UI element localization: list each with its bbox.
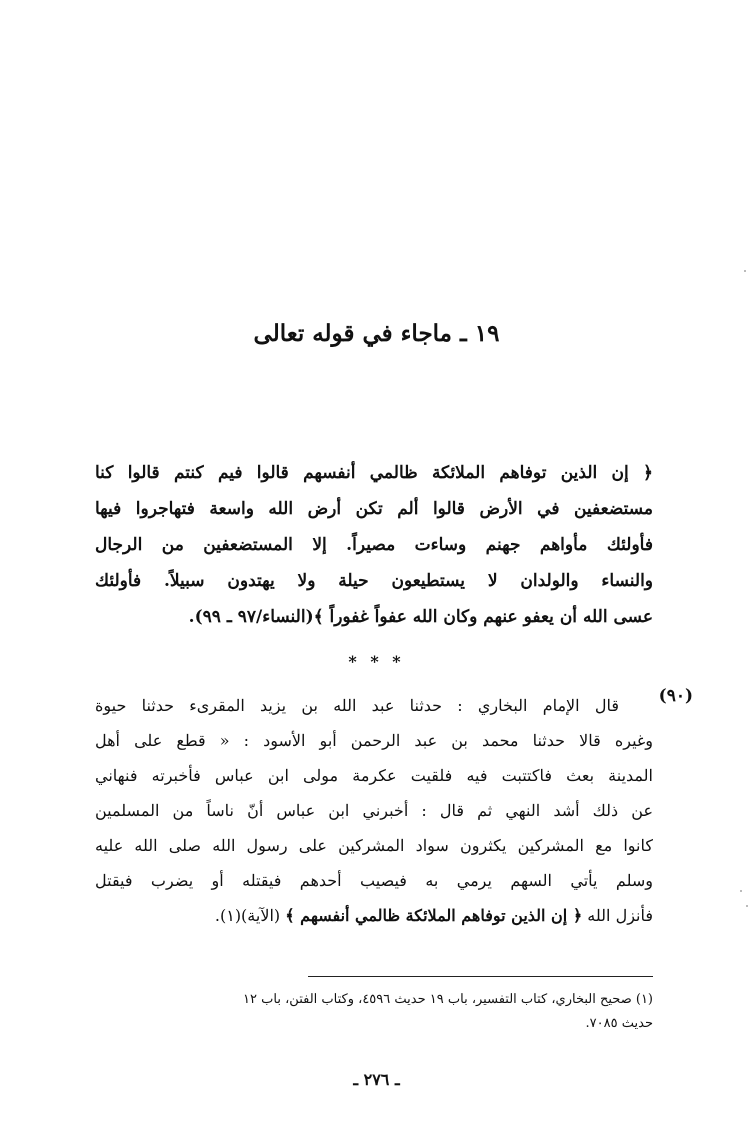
section-separator: * * * [348, 652, 405, 671]
hadith-line: قال الإمام البخاري : حدثنا عبد الله بن يزيد المقرىء حدثنا حيوة [95, 696, 619, 715]
quran-verse-block [95, 455, 653, 635]
hadith-number: (٩٠) [658, 686, 693, 706]
scan-speck [746, 905, 748, 907]
hadith-line-suffix: (الآية)(١). [214, 906, 286, 925]
verse-line: عسى الله أن يعفو عنهم وكان الله عفواً غفوراً ﴾(النساء/٩٧ ـ ٩٩). [188, 607, 653, 627]
verse-line: مستضعفين في الأرض قالوا ألم تكن أرض الله واسعة فتهاجروا فيها [95, 499, 653, 519]
hadith-line: وسلم يأتي السهم يرمي به فيصيب أحدهم فيقتله أو يضرب فيقتل [95, 871, 653, 890]
hadith-line-prefix: فأنزل الله [582, 906, 653, 925]
hadith-line: عن ذلك أشد النهي ثم قال : أخبرني ابن عباس أنّ ناساً من المسلمين [95, 801, 653, 820]
verse-line: ﴿ إن الذين توفاهم الملائكة ظالمي أنفسهم قالوا فيم كنتم قالوا كنا [95, 463, 653, 483]
hadith-quoted-verse: ﴿ إن الذين توفاهم الملائكة ظالمي أنفسهم ﴾ [285, 906, 583, 925]
hadith-line-last [95, 898, 653, 933]
footnote-line: حديث ٧٠٨٥. [585, 1016, 653, 1031]
page-number: ـ ٢٧٦ ـ [353, 1070, 400, 1089]
footnote-line: (١) صحيح البخاري، كتاب التفسير، باب ١٩ حديث ٤٥٩٦، وكتاب الفتن، باب ١٢ [243, 992, 653, 1007]
verse-line: والنساء والولدان لا يستطيعون حيلة ولا يهتدون سبيلاً. فأولئك [95, 571, 653, 591]
scan-speck [744, 270, 746, 272]
hadith-line: وغيره قالا حدثنا محمد بن عبد الرحمن أبو الأسود : « قطع على أهل [95, 731, 653, 750]
verse-line: فأولئك مأواهم جهنم وساءت مصيراً. إلا المستضعفين من الرجال [95, 535, 653, 555]
hadith-line: المدينة بعث فاكتتبت فيه فلقيت عكرمة مولى ابن عباس فأخبرته فنهاني [95, 766, 653, 785]
chapter-title: ١٩ ـ ماجاء في قوله تعالى [253, 320, 500, 347]
footnotes [95, 988, 653, 1036]
hadith-line: كانوا مع المشركين يكثرون سواد المشركين على رسول الله صلى الله عليه [95, 836, 653, 855]
footnote-divider [308, 976, 653, 977]
scan-speck [740, 890, 742, 892]
hadith-text-block [95, 688, 653, 933]
